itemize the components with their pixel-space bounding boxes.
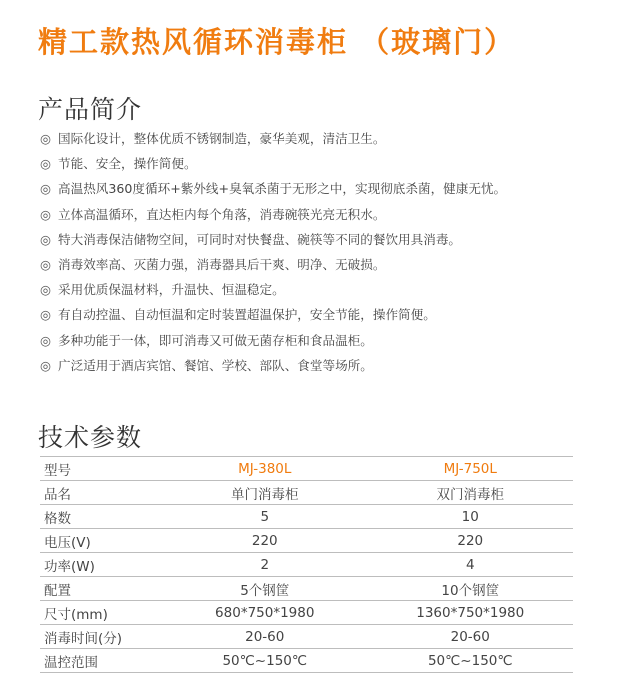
intro-item-text: 立体高温循环，直达柜内每个角落，消毒碗筷光亮无积水。 xyxy=(58,206,386,222)
spec-value: 4 xyxy=(368,553,574,577)
circle-bullet-icon: ◎ xyxy=(40,357,51,373)
table-row xyxy=(40,457,573,481)
circle-bullet-icon: ◎ xyxy=(40,206,51,222)
intro-item-text: 广泛适用于酒店宾馆、餐馆、学校、部队、食堂等场所。 xyxy=(58,357,373,373)
intro-item-text: 特大消毒保洁储物空间，可同时对快餐盘、碗筷等不同的餐饮用具消毒。 xyxy=(58,231,461,247)
table-row xyxy=(40,625,573,649)
spec-value: 双门消毒柜 xyxy=(368,481,574,505)
circle-bullet-icon: ◎ xyxy=(40,131,51,146)
spec-label: 温控范围 xyxy=(40,649,162,673)
intro-item xyxy=(40,126,506,151)
circle-bullet-icon: ◎ xyxy=(40,282,51,298)
intro-item-text: 多种功能于一体，即可消毒又可做无菌存柜和食品温柜。 xyxy=(58,332,373,348)
intro-list xyxy=(40,126,506,378)
spec-value: 680*750*1980 xyxy=(162,601,368,625)
spec-value: 5 xyxy=(162,505,368,529)
circle-bullet-icon: ◎ xyxy=(40,257,51,273)
intro-item-text: 节能、安全，操作简便。 xyxy=(58,156,197,172)
intro-item-text: 有自动控温、自动恒温和定时装置超温保护，安全节能，操作简便。 xyxy=(58,307,436,323)
spec-value: 2 xyxy=(162,553,368,577)
intro-item xyxy=(40,227,506,252)
spec-value: 20-60 xyxy=(162,625,368,649)
spec-value: 220 xyxy=(368,529,574,553)
intro-item xyxy=(40,277,506,302)
model-value: MJ-750L xyxy=(368,457,574,481)
intro-item xyxy=(40,353,506,378)
spec-label: 格数 xyxy=(40,505,162,529)
spec-value: 5个钢筐 xyxy=(162,577,368,601)
intro-item xyxy=(40,176,506,201)
spec-label: 消毒时间(分) xyxy=(40,625,162,649)
spec-label: 配置 xyxy=(40,577,162,601)
table-row xyxy=(40,529,573,553)
circle-bullet-icon: ◎ xyxy=(40,231,51,247)
spec-table xyxy=(40,456,573,673)
spec-label: 电压(V) xyxy=(40,529,162,553)
spec-value: 20-60 xyxy=(368,625,574,649)
intro-item xyxy=(40,202,506,227)
model-value: MJ-380L xyxy=(162,457,368,481)
intro-item xyxy=(40,328,506,353)
circle-bullet-icon: ◎ xyxy=(40,307,51,323)
intro-item xyxy=(40,151,506,176)
spec-value: 50℃~150℃ xyxy=(368,649,574,673)
spec-value: 1360*750*1980 xyxy=(368,601,574,625)
intro-heading: 产品简介 xyxy=(38,95,143,124)
spec-value: 10个钢筐 xyxy=(368,577,574,601)
table-row xyxy=(40,577,573,601)
intro-item-text: 采用优质保温材料，升温快、恒温稳定。 xyxy=(58,282,285,298)
table-row xyxy=(40,601,573,625)
spec-label: 尺寸(mm) xyxy=(40,601,162,625)
table-row xyxy=(40,505,573,529)
spec-label: 品名 xyxy=(40,481,162,505)
table-row xyxy=(40,649,573,673)
table-row xyxy=(40,481,573,505)
spec-label: 型号 xyxy=(40,457,162,481)
circle-bullet-icon: ◎ xyxy=(40,332,51,348)
spec-value: 220 xyxy=(162,529,368,553)
intro-item xyxy=(40,252,506,277)
intro-item xyxy=(40,302,506,327)
spec-value: 10 xyxy=(368,505,574,529)
intro-item-text: 消毒效率高、灭菌力强，消毒器具后干爽、明净、无破损。 xyxy=(58,257,386,273)
product-title: 精工款热风循环消毒柜 （玻璃门） xyxy=(38,25,516,59)
spec-value: 单门消毒柜 xyxy=(162,481,368,505)
intro-item-text: 高温热风360度循环+紫外线+臭氧杀菌于无形之中，实现彻底杀菌，健康无忧。 xyxy=(58,181,507,197)
spec-value: 50℃~150℃ xyxy=(162,649,368,673)
intro-item-text: 国际化设计，整体优质不锈钢制造，豪华美观，清洁卫生。 xyxy=(58,131,386,146)
circle-bullet-icon: ◎ xyxy=(40,181,51,197)
table-row xyxy=(40,553,573,577)
spec-label: 功率(W) xyxy=(40,553,162,577)
spec-heading: 技术参数 xyxy=(38,423,143,452)
circle-bullet-icon: ◎ xyxy=(40,156,51,172)
